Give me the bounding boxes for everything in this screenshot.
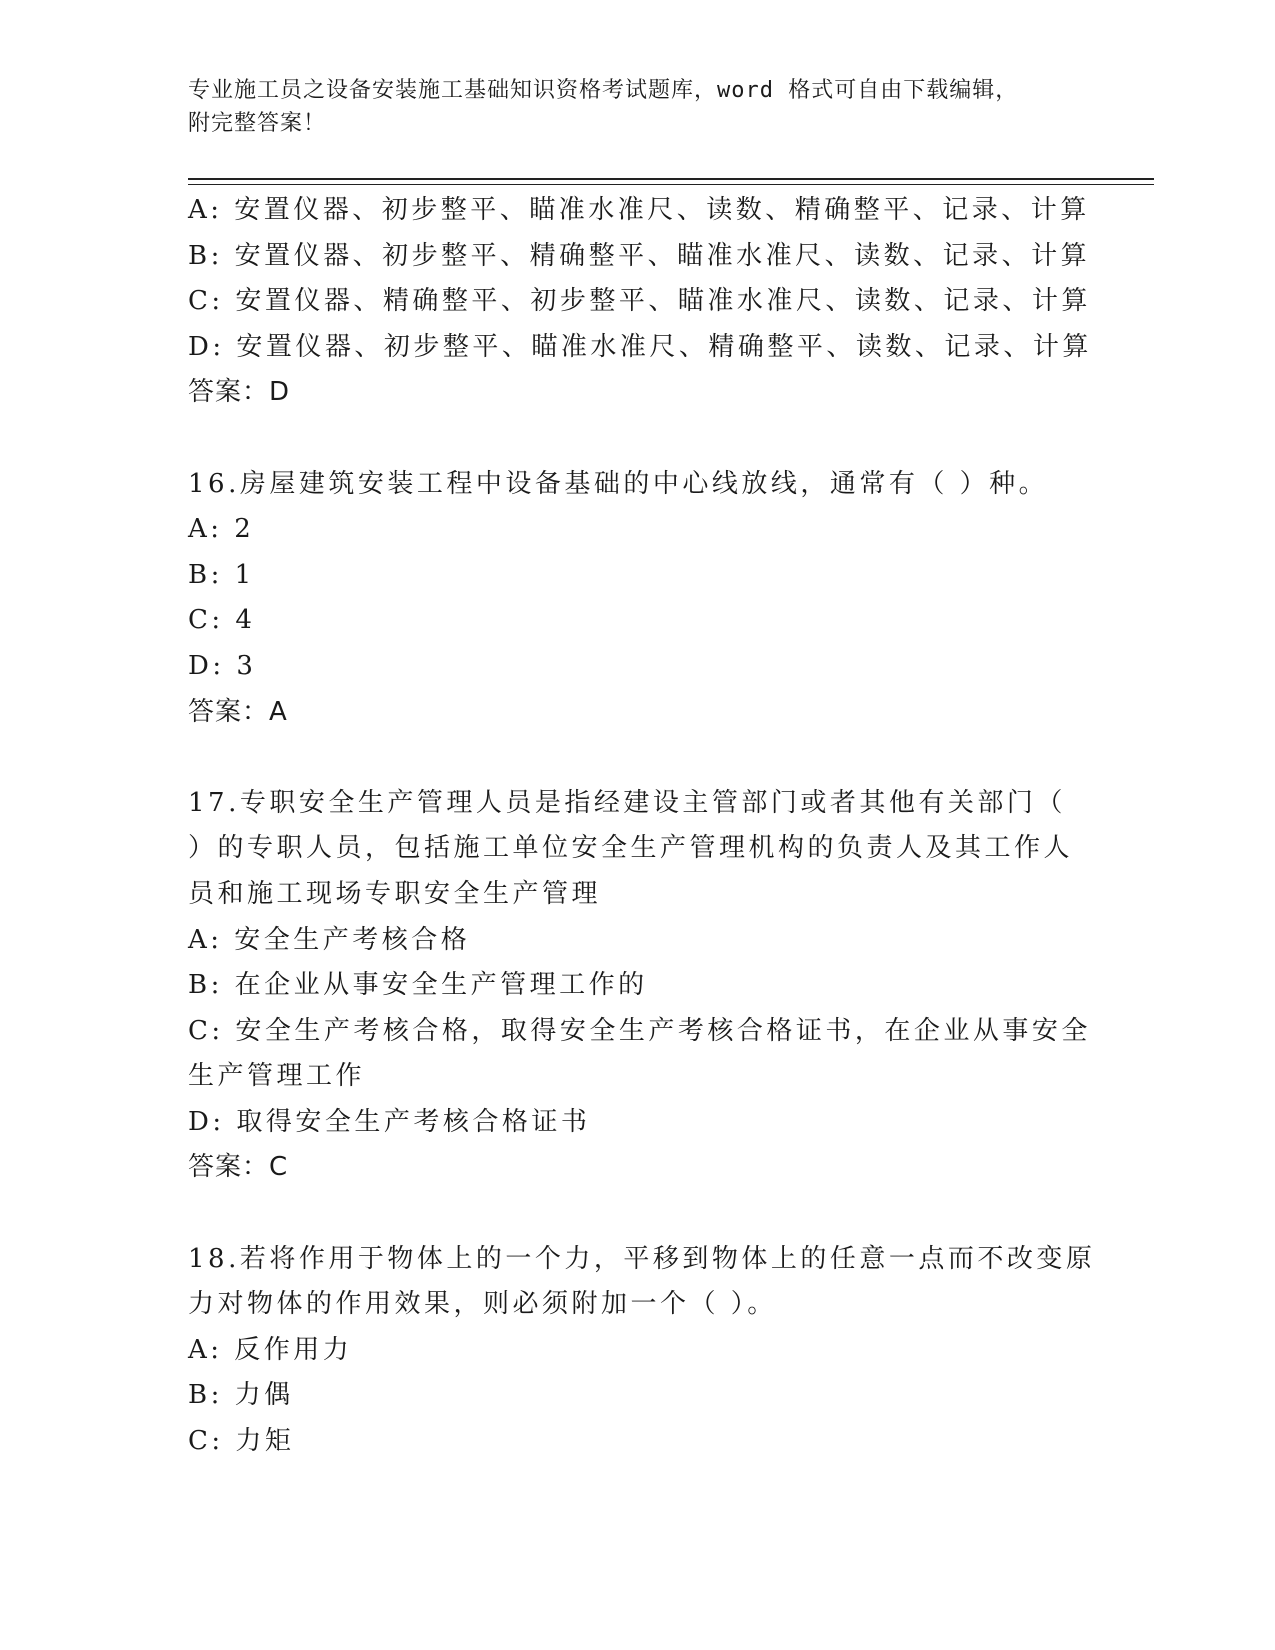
q17-stem-line-1: 17.专职安全生产管理人员是指经建设主管部门或者其他有关部门（ (188, 787, 1066, 818)
q17-option-c-line-1: C: 安全生产考核合格，取得安全生产考核合格证书，在企业从事安全 (188, 1015, 1091, 1046)
q16-option-c: C: 4 (188, 605, 256, 636)
q17-option-a: A: 安全生产考核合格 (188, 924, 471, 955)
q15-option-d: D: 安置仪器、初步整平、瞄准水准尺、精确整平、读数、记录、计算 (188, 331, 1092, 362)
q15-answer: 答案：D (188, 377, 291, 408)
q17-option-d: D: 取得安全生产考核合格证书 (188, 1106, 591, 1137)
spacer (188, 416, 1088, 462)
header-rule-thick (188, 178, 1154, 180)
q18-option-a: A: 反作用力 (188, 1334, 353, 1365)
header-line-2: 附完整答案！ (188, 111, 327, 136)
q18-option-b: B: 力偶 (188, 1380, 294, 1411)
q16-option-a: A: 2 (188, 514, 255, 545)
q16-option-d: D: 3 (188, 650, 257, 681)
q18-option-c: C: 力矩 (188, 1426, 295, 1457)
q17-stem-line-2: ）的专职人员，包括施工单位安全生产管理机构的负责人及其工作人 (188, 833, 1074, 864)
document-header (188, 74, 1068, 140)
q16-answer: 答案：A (188, 696, 288, 727)
q17-option-c-line-2: 生产管理工作 (188, 1061, 366, 1092)
q16-option-b: B: 1 (188, 559, 255, 590)
header-line-1: 专业施工员之设备安装施工基础知识资格考试题库，word 格式可自由下载编辑， (188, 78, 1019, 103)
spacer (188, 735, 1088, 781)
q16-stem: 16.房屋建筑安装工程中设备基础的中心线放线，通常有（ ）种。 (188, 468, 1049, 499)
q15-option-b: B: 安置仪器、初步整平、精确整平、瞄准水准尺、读数、记录、计算 (188, 240, 1091, 271)
q15-option-a: A: 安置仪器、初步整平、瞄准水准尺、读数、精确整平、记录、计算 (188, 195, 1090, 225)
q15-option-c: C: 安置仪器、精确整平、初步整平、瞄准水准尺、读数、记录、计算 (188, 286, 1091, 317)
q17-option-b: B: 在企业从事安全生产管理工作的 (188, 970, 648, 1001)
q17-stem-line-3: 员和施工现场专职安全生产管理 (188, 878, 602, 909)
q18-stem-line-2: 力对物体的作用效果，则必须附加一个（ ）。 (188, 1289, 777, 1320)
q17-answer: 答案：C (188, 1152, 289, 1183)
question-list (188, 188, 1096, 1465)
q18-stem-line-1: 18.若将作用于物体上的一个力，平移到物体上的任意一点而不改变原 (188, 1243, 1096, 1274)
header-rule-thin (188, 184, 1154, 185)
spacer (188, 1191, 1088, 1237)
